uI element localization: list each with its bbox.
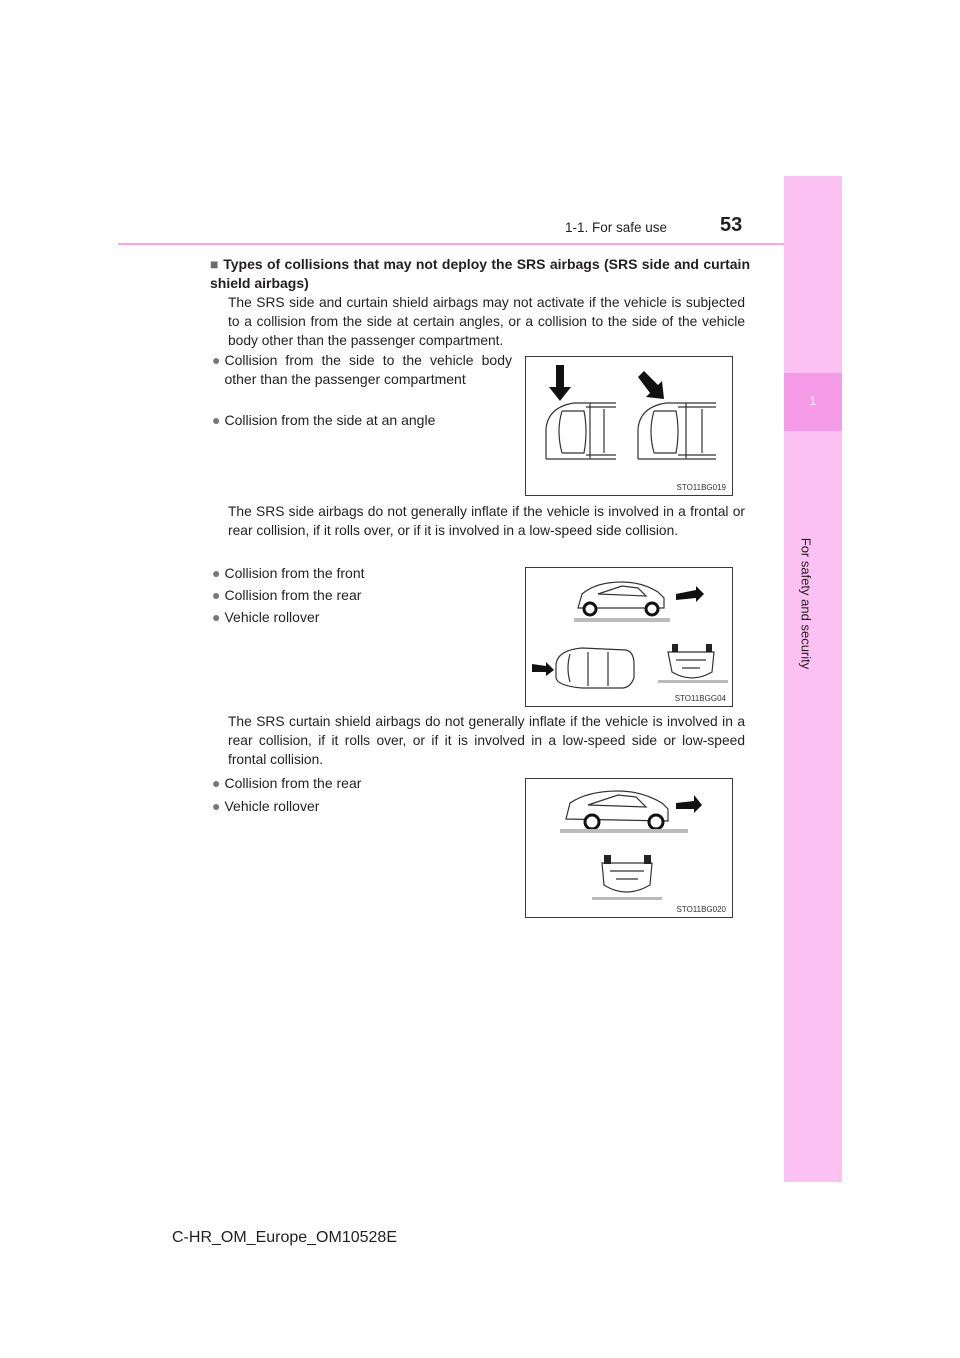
arrow-front-icon [532, 662, 554, 676]
bullet-item: ● Collision from the rear [212, 775, 362, 791]
bullet-item: ● Collision from the side to the vehicle body other than the passenger compartment [212, 352, 512, 387]
diagonal-arrow-icon [638, 371, 664, 399]
figure-rear-rollover [525, 778, 733, 918]
front-rear-rollover-illustration [526, 568, 732, 706]
bullet-icon: ● [212, 798, 221, 814]
section-title: 1-1. For safe use [565, 220, 668, 235]
down-arrow-icon [549, 365, 571, 401]
heading-marker-icon: ■ [210, 256, 219, 272]
figure-code: STO11BGG04 [674, 694, 726, 703]
figure-front-rear-rollover [525, 567, 733, 707]
bullet-icon: ● [212, 587, 221, 603]
paragraph-2: The SRS side airbags do not generally inflate if the vehicle is involved in a frontal or rear collision, if it rolls over, or if it is involved in a low-speed side collision. [228, 504, 745, 538]
bullet-icon: ● [212, 565, 221, 581]
figure-code: STO11BG020 [676, 905, 726, 914]
chapter-number: 1 [809, 394, 817, 408]
paragraph-3: The SRS curtain shield airbags do not generally inflate if the vehicle is involved in a rear collision, if it rolls over, or if it is involved in a low-speed side or low-speed frontal collision. [228, 714, 745, 767]
bullet-icon: ● [212, 775, 221, 791]
bullet-icon: ● [212, 412, 221, 428]
subsection-heading [210, 255, 750, 293]
bullet-item: ● Collision from the side at an angle [212, 412, 436, 428]
bullet-item: ● Collision from the front [212, 565, 365, 581]
heading-text: Types of collisions that may not deploy the SRS airbags (SRS side and curtain shield airbags) [210, 256, 750, 291]
page-number: 53 [720, 214, 743, 236]
rear-rollover-illustration [526, 779, 732, 917]
figure-side-collisions [525, 356, 733, 496]
bullet-item: ● Vehicle rollover [212, 609, 320, 625]
figure-code: STO11BG019 [676, 483, 726, 492]
side-collision-illustration [526, 357, 732, 495]
arrow-rear-icon [676, 795, 702, 813]
header-rule [118, 243, 784, 245]
chapter-title: For safety and security [798, 537, 814, 670]
bullet-item: ● Collision from the rear [212, 587, 362, 603]
arrow-rear-icon [676, 586, 704, 602]
bullet-icon: ● [212, 352, 221, 368]
bullet-item: ● Vehicle rollover [212, 798, 320, 814]
bullet-icon: ● [212, 609, 221, 625]
paragraph-1: The SRS side and curtain shield airbags may not activate if the vehicle is subjected to a collision from the side at certain angles, or a collision to the side of the vehicle body other than the passenger compartment. [228, 295, 745, 348]
footer-doc-id: C-HR_OM_Europe_OM10528E [172, 1229, 397, 1246]
